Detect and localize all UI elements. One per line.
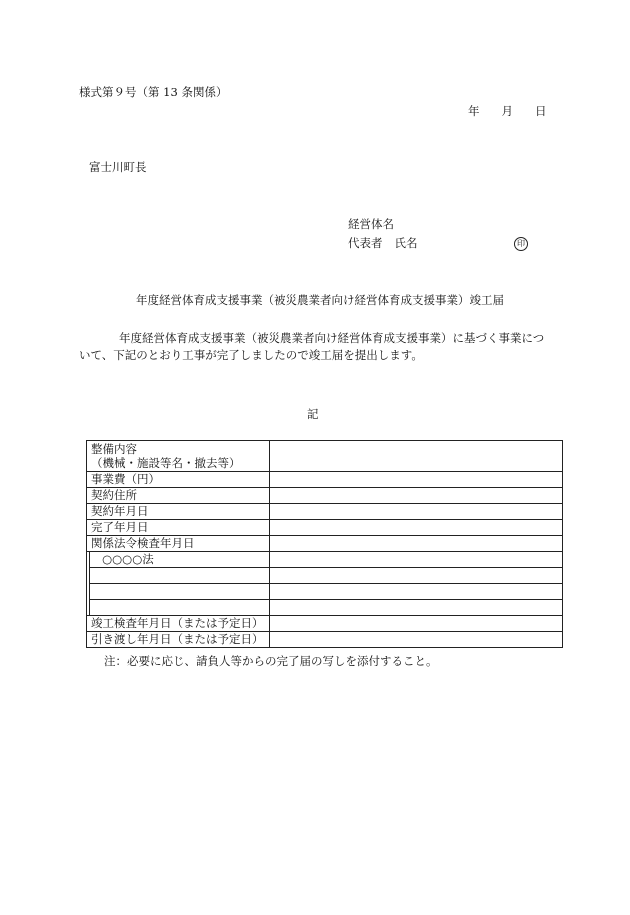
table-row <box>87 488 563 504</box>
completion-date-value-cell[interactable] <box>270 520 563 536</box>
inspection-label: 関係法令検査年月日 <box>87 536 270 552</box>
addressee: 富士川町長 <box>89 160 147 174</box>
form-number: 様式第９号（第 13 条関係） <box>79 85 228 99</box>
facility-value-cell[interactable] <box>270 441 563 472</box>
contract-date-label: 契約年月日 <box>87 504 270 520</box>
address-value-cell[interactable] <box>270 488 563 504</box>
final-inspection-label: 竣工検査年月日（または予定日） <box>87 616 270 632</box>
date-year-label: 年 <box>468 104 480 118</box>
table-row <box>87 536 563 552</box>
table-row <box>87 504 563 520</box>
table-row <box>87 552 563 568</box>
inspection-value-cell[interactable] <box>270 536 563 552</box>
table-row <box>87 520 563 536</box>
date-month-label: 月 <box>501 104 513 118</box>
table-row <box>87 568 563 584</box>
date-day-label: 日 <box>535 104 547 118</box>
table-row <box>87 616 563 632</box>
law-blank-cell[interactable] <box>90 600 270 616</box>
law-blank-cell[interactable] <box>90 584 270 600</box>
seal-icon: 印 <box>514 237 528 251</box>
facility-sublabel: （機械・施設等名・撤去等） <box>91 456 241 470</box>
law-blank-value-cell[interactable] <box>270 568 563 584</box>
final-inspection-value-cell[interactable] <box>270 616 563 632</box>
completion-table <box>86 440 563 648</box>
body-paragraph <box>79 330 554 364</box>
address-label: 契約住所 <box>87 488 270 504</box>
completion-date-label: 完了年月日 <box>87 520 270 536</box>
body-text: 年度経営体育成支援事業（被災農業者向け経営体育成支援事業）に基づく事業について、下記のとおり工事が完了しましたので竣工届を提出します。 <box>79 331 545 362</box>
representative-label: 代表者 <box>348 236 383 250</box>
cost-value-cell[interactable] <box>270 472 563 488</box>
date-line <box>468 104 547 118</box>
seal-mark <box>514 236 528 251</box>
cost-label: 事業費（円） <box>87 472 270 488</box>
footnote: 注：必要に応じ、請負人等からの完了届の写しを添付すること。 <box>104 654 438 668</box>
table-row <box>87 600 563 616</box>
law-blank-cell[interactable] <box>90 568 270 584</box>
handover-label: 引き渡し年月日（または予定日） <box>87 632 270 648</box>
law-blank-value-cell[interactable] <box>270 584 563 600</box>
document-title: 年度経営体育成支援事業（被災農業者向け経営体育成支援事業）竣工届 <box>136 293 504 307</box>
table-row <box>87 472 563 488</box>
law-label: ○○○○法 <box>90 552 270 568</box>
representative-line <box>348 236 418 250</box>
table-row <box>87 632 563 648</box>
entity-name-label: 経営体名 <box>348 217 394 231</box>
name-label: 氏名 <box>394 236 418 250</box>
ki-heading: 記 <box>307 407 319 421</box>
law-value-cell[interactable] <box>270 552 563 568</box>
table-row <box>87 584 563 600</box>
contract-date-value-cell[interactable] <box>270 504 563 520</box>
handover-value-cell[interactable] <box>270 632 563 648</box>
facility-label: 整備内容 <box>91 442 137 456</box>
facility-label-cell <box>87 441 270 472</box>
table-row <box>87 441 563 472</box>
law-blank-value-cell[interactable] <box>270 600 563 616</box>
